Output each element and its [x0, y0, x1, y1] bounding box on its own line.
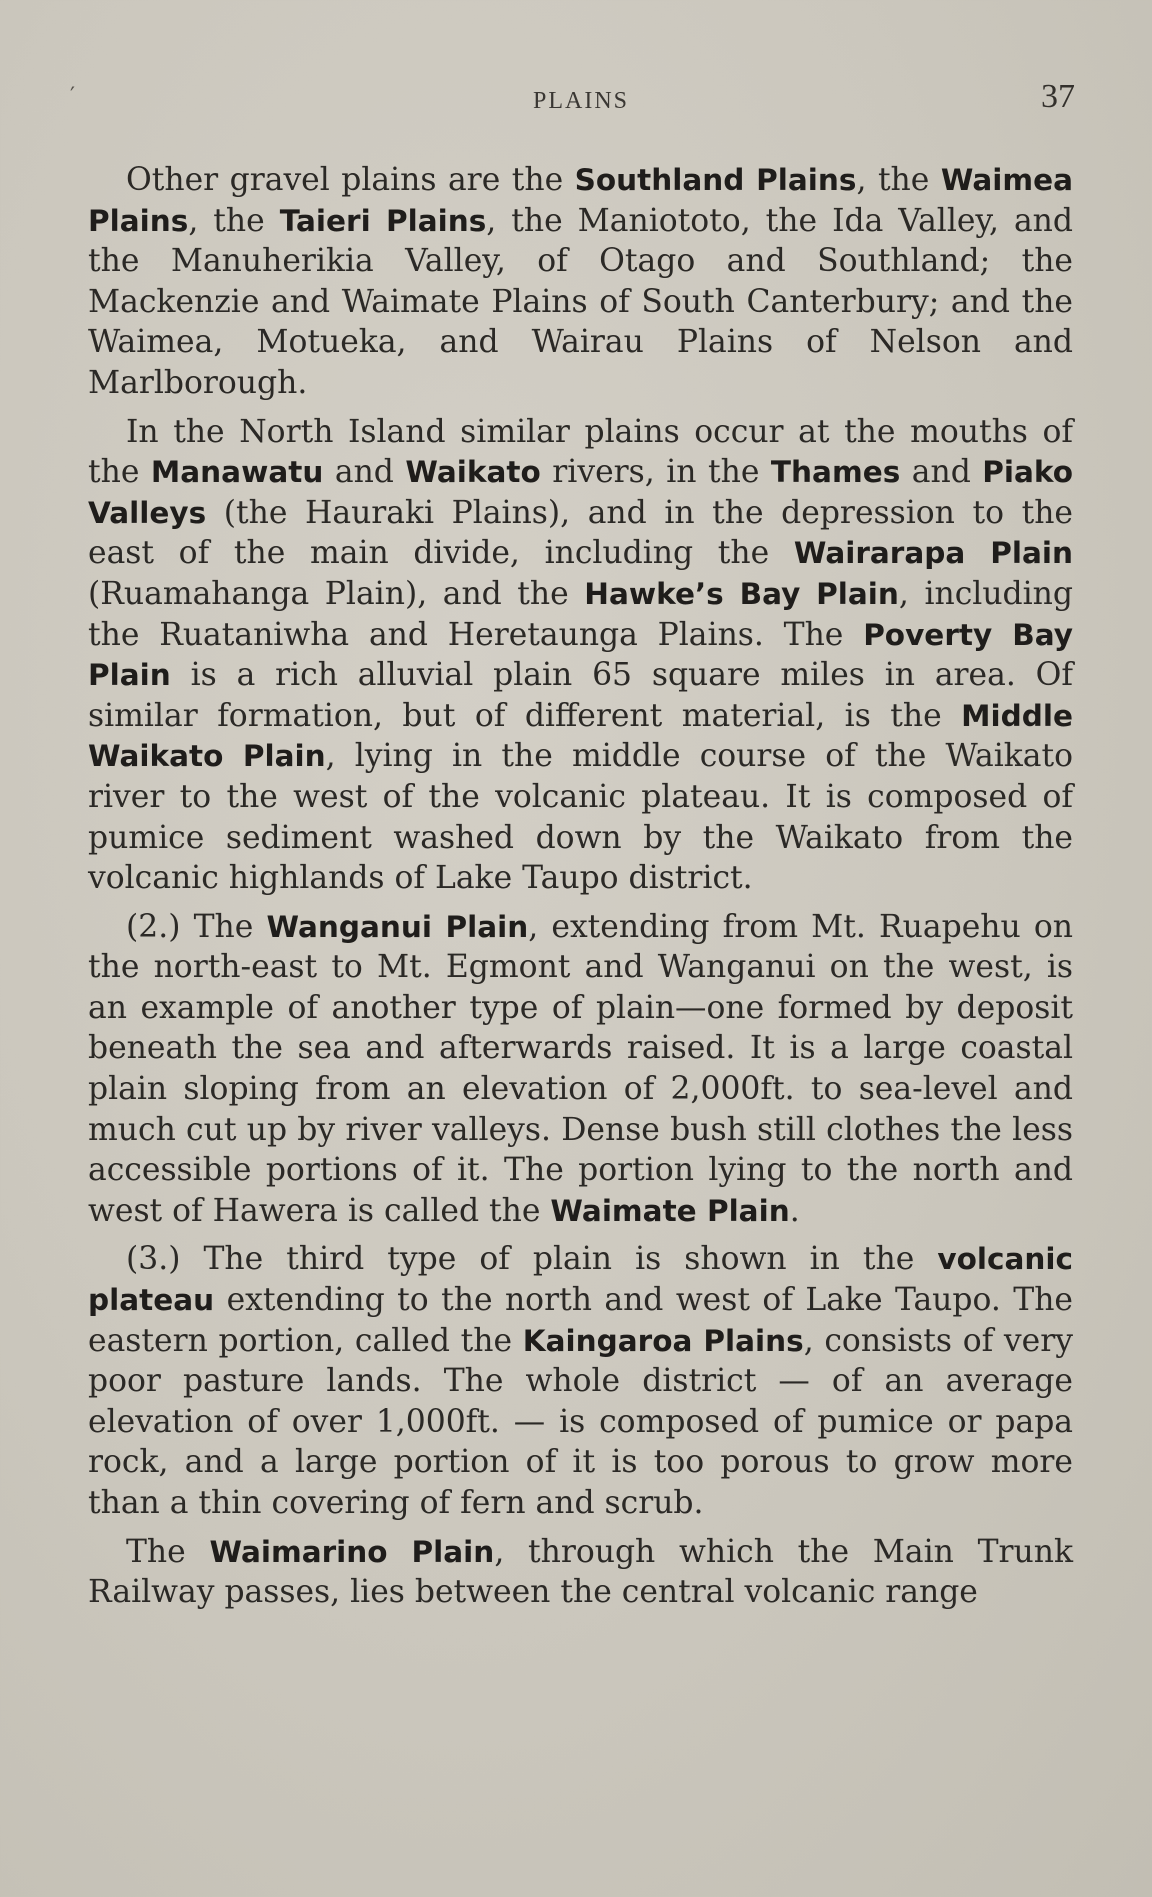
paragraph-wanganui [88, 907, 1073, 1232]
text-run: , the [188, 202, 280, 239]
text-run: is a rich alluvial plain 65 square miles in area. Of similar formation, but of different material, is the [88, 657, 1073, 734]
page-number: 37 [1041, 78, 1075, 115]
term-thames: Thames [770, 455, 901, 490]
term-volcanic-plateau: volcanic plateau [88, 1242, 1073, 1318]
text-run: The [126, 1533, 210, 1570]
text-run: (the Hauraki Plains), and in the depression to the east of the main divide, including the [88, 494, 1073, 572]
term-taieri-plains: Taieri Plains [279, 203, 487, 238]
text-run: , through which the Main Trunk Railway passes, lies between the central volcanic range [88, 1533, 1073, 1611]
text-run: , the Maniototo, the Ida Valley, and the Manuherikia Valley, of Otago and Southland; the Mackenzie and Waimate Plains of South Canterbury; and the Waimea, Motueka, and Wairau Plains of Nelson and Marlborough. [88, 202, 1073, 401]
text-run: . [789, 1192, 800, 1229]
text-run: In the North Island similar plains occur at the mouths of the [88, 413, 1073, 491]
term-kaingaroa-plains: Kaingaroa Plains [522, 1323, 804, 1358]
paragraph-waimarino [88, 1532, 1073, 1613]
term-waimarino-plain: Waimarino Plain [209, 1534, 495, 1569]
paragraph-north-island [88, 412, 1073, 899]
term-wanganui-plain: Wanganui Plain [266, 909, 529, 944]
term-waikato: Waikato [405, 455, 541, 490]
text-run: Other gravel plains are the [126, 162, 575, 198]
text-run: extending to the north and west of Lake Taupo. The eastern portion, called the [88, 1282, 1073, 1359]
term-piako-valleys: Piako Valleys [88, 455, 1074, 530]
text-run: rivers, in the [540, 454, 771, 491]
margin-mark: ′ [70, 84, 75, 109]
term-southland-plains: Southland Plains [574, 163, 857, 197]
page-header [0, 78, 1152, 128]
paragraph-gravel-plains [88, 160, 1073, 404]
text-run: , extending from Mt. Ruapehu on the north-east to Mt. Egmont and Wanganui on the west, is an example of another type of plain—one formed by deposit beneath the sea and afterwards raised. It is a large coastal plain sloping from an elevation of 2,000ft. to sea-level and much cut up by river valleys. Dense bush still clothes the less accessible portions of it. The portion lying to the north and west of Hawera is called the [88, 908, 1073, 1229]
term-wairarapa-plain: Wairarapa Plain [793, 536, 1073, 571]
text-run: (2.) The [126, 908, 267, 945]
text-run: , consists of very poor pasture lands. The whole district — of an average elevation of over 1,000ft. — is composed of pumice or papa rock, and a large portion of it is too porous to grow more than a thin covering of fern and scrub. [88, 1322, 1073, 1521]
term-hawkes-bay-plain: Hawke’s Bay Plain [584, 576, 899, 611]
running-head: PLAINS [532, 88, 629, 114]
text-run: (3.) The third type of plain is shown in the [126, 1241, 938, 1278]
text-run: and [900, 454, 983, 491]
term-middle-waikato-plain: Middle Waikato Plain [88, 698, 1073, 774]
text-run: and [323, 454, 406, 491]
term-manawatu: Manawatu [150, 455, 324, 490]
term-waimate-plain: Waimate Plain [550, 1193, 790, 1228]
text-run: , the [856, 162, 941, 198]
text-run: , including the Ruataniwha and Heretaunga Plains. The [88, 575, 1073, 653]
body-text [88, 160, 1073, 1621]
text-run: (Ruamahanga Plain), and the [88, 575, 585, 612]
term-poverty-bay-plain: Poverty Bay Plain [88, 617, 1073, 693]
paragraph-volcanic-plateau [88, 1239, 1073, 1523]
text-run: , lying in the middle course of the Waikato river to the west of the volcanic plateau. It is composed of pumice sediment washed down by the Waikato from the volcanic highlands of Lake Taupo district. [88, 738, 1073, 897]
term-waimea-plains: Waimea Plains [88, 163, 1074, 238]
